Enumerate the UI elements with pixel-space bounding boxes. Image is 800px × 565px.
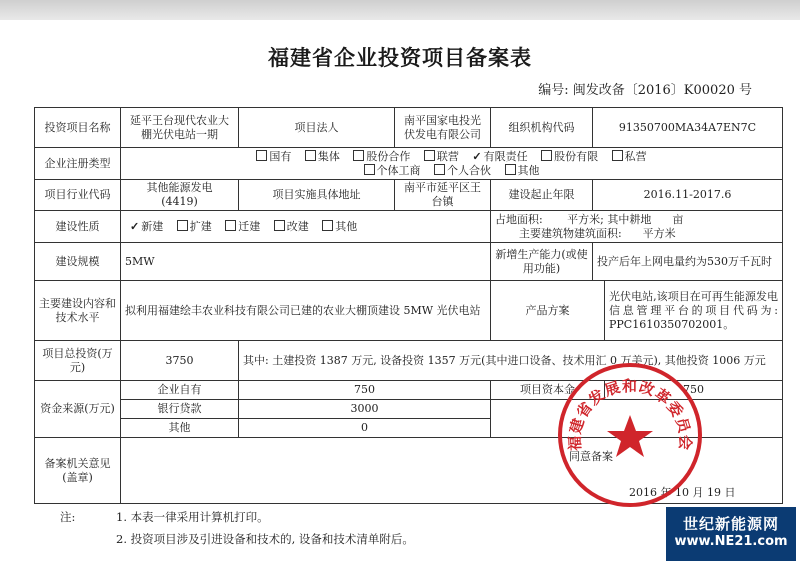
checkmark-icon: ✓ [472,149,482,163]
checkbox-icon [256,150,267,161]
scan-top-band [0,0,800,20]
invest-detail: 其中: 土建投资 1387 万元, 设备投资 1357 万元(其中进口设备、技术用汇 0 万美元), 其他投资 1006 万元 [239,341,783,381]
area-info [491,211,783,243]
reg-type-option[interactable]: 股份合作 [353,150,410,164]
note-item: 2. 投资项目涉及引进设备和技术的, 设备和技术清单附后。 [116,532,414,546]
reg-type-options [121,148,783,180]
reg-type-option[interactable]: 私营 [612,150,647,164]
seal-text: 福建省发展和改革委员会 [565,377,695,452]
total-invest-value: 3750 [121,341,239,381]
scale-value: 5MW [121,243,491,281]
reg-type-option[interactable]: 国有 [256,150,291,164]
org-code-label: 组织机构代码 [491,108,593,148]
reg-type-option[interactable]: ✓ 有限责任 [472,149,528,163]
nature-option[interactable]: ✓ 新建 [130,219,164,233]
own-funds-value: 750 [239,381,491,400]
checkbox-icon [322,220,333,231]
content-value: 拟利用福建绘丰农业科技有限公司已建的农业大棚顶建设 5MW 光伏电站 [121,281,491,341]
reg-type-label: 企业注册类型 [35,148,121,180]
opinion-label: 备案机关意见(盖章) [35,438,121,504]
legal-person-value: 南平国家电投光伏发电有限公司 [395,108,491,148]
reg-type-option[interactable]: 个体工商 [364,164,421,178]
legal-person-label: 项目法人 [239,108,395,148]
project-name-label: 投资项目名称 [35,108,121,148]
checkbox-icon [305,150,316,161]
checkbox-icon [274,220,285,231]
period-label: 建设起止年限 [491,180,593,211]
checkbox-icon [177,220,188,231]
document-number: 编号: 闽发改备〔2016〕K00020 号 [538,83,752,98]
other-funds-label: 其他 [121,419,239,438]
period-value: 2016.11-2017.6 [593,180,783,211]
checkbox-icon [225,220,236,231]
building-area-line: 主要建筑物建筑面积: 平方米 [519,226,676,240]
capacity-label: 新增生产能力(或使用功能) [491,243,593,281]
org-code-value: 91350700MA34A7EN7C [593,108,783,148]
capital-label: 项目资本金 [491,381,605,400]
checkbox-icon [434,164,445,175]
other-funds-value: 0 [239,419,491,438]
approval-text: 同意备案 [569,449,613,463]
location-label: 项目实施具体地址 [239,180,395,211]
checkmark-icon: ✓ [130,219,140,233]
capacity-value: 投产后年上网电量约为530万千瓦时 [593,243,783,281]
site-watermark [666,507,796,561]
nature-options [121,211,491,243]
nature-option[interactable]: 扩建 [177,220,212,234]
nature-option[interactable]: 其他 [322,220,357,234]
project-name-value: 延平王台现代农业大棚光伏电站一期 [121,108,239,148]
capital-value: 750 [605,381,783,400]
note-item: 1. 本表一律采用计算机打印。 [116,510,269,524]
page-title: 福建省企业投资项目备案表 [268,46,532,70]
reg-type-option[interactable]: 集体 [305,150,340,164]
reg-type-option[interactable]: 个人合伙 [434,164,491,178]
watermark-title: 世纪新能源网 [682,515,779,533]
watermark-url: www.NE21.com [674,534,788,549]
location-value: 南平市延平区王台镇 [395,180,491,211]
reg-type-option[interactable]: 联营 [424,150,459,164]
land-area-line: 占地面积: 平方米; 其中耕地 亩 [495,212,684,226]
bank-loan-label: 银行贷款 [121,400,239,419]
product-value: 光伏电站,该项目在可再生能源发电信息管理平台的项目代码为: PPC1610350702001。 [605,281,783,341]
industry-code-label: 项目行业代码 [35,180,121,211]
nature-label: 建设性质 [35,211,121,243]
checkbox-icon [541,150,552,161]
nature-option[interactable]: 改建 [274,220,309,234]
own-funds-label: 企业自有 [121,381,239,400]
checkbox-icon [505,164,516,175]
nature-option[interactable]: 迁建 [225,220,260,234]
notes [60,506,414,550]
total-invest-label: 项目总投资(万元) [35,341,121,381]
notes-label: 注: [60,510,76,524]
checkbox-icon [612,150,623,161]
reg-type-option[interactable]: 股份有限 [541,150,598,164]
scale-label: 建设规模 [35,243,121,281]
official-seal [555,360,705,510]
checkbox-icon [424,150,435,161]
bank-loan-value: 3000 [239,400,491,419]
fund-source-label: 资金来源(万元) [35,381,121,438]
content-label: 主要建设内容和技术水平 [35,281,121,341]
seal-star-icon [607,415,653,457]
reg-type-option[interactable]: 其他 [505,164,540,178]
approval-date: 2016 年 10 月 19 日 [629,485,736,499]
checkbox-icon [364,164,375,175]
industry-code-value: 其他能源发电 (4419) [121,180,239,211]
product-label: 产品方案 [491,281,605,341]
checkbox-icon [353,150,364,161]
